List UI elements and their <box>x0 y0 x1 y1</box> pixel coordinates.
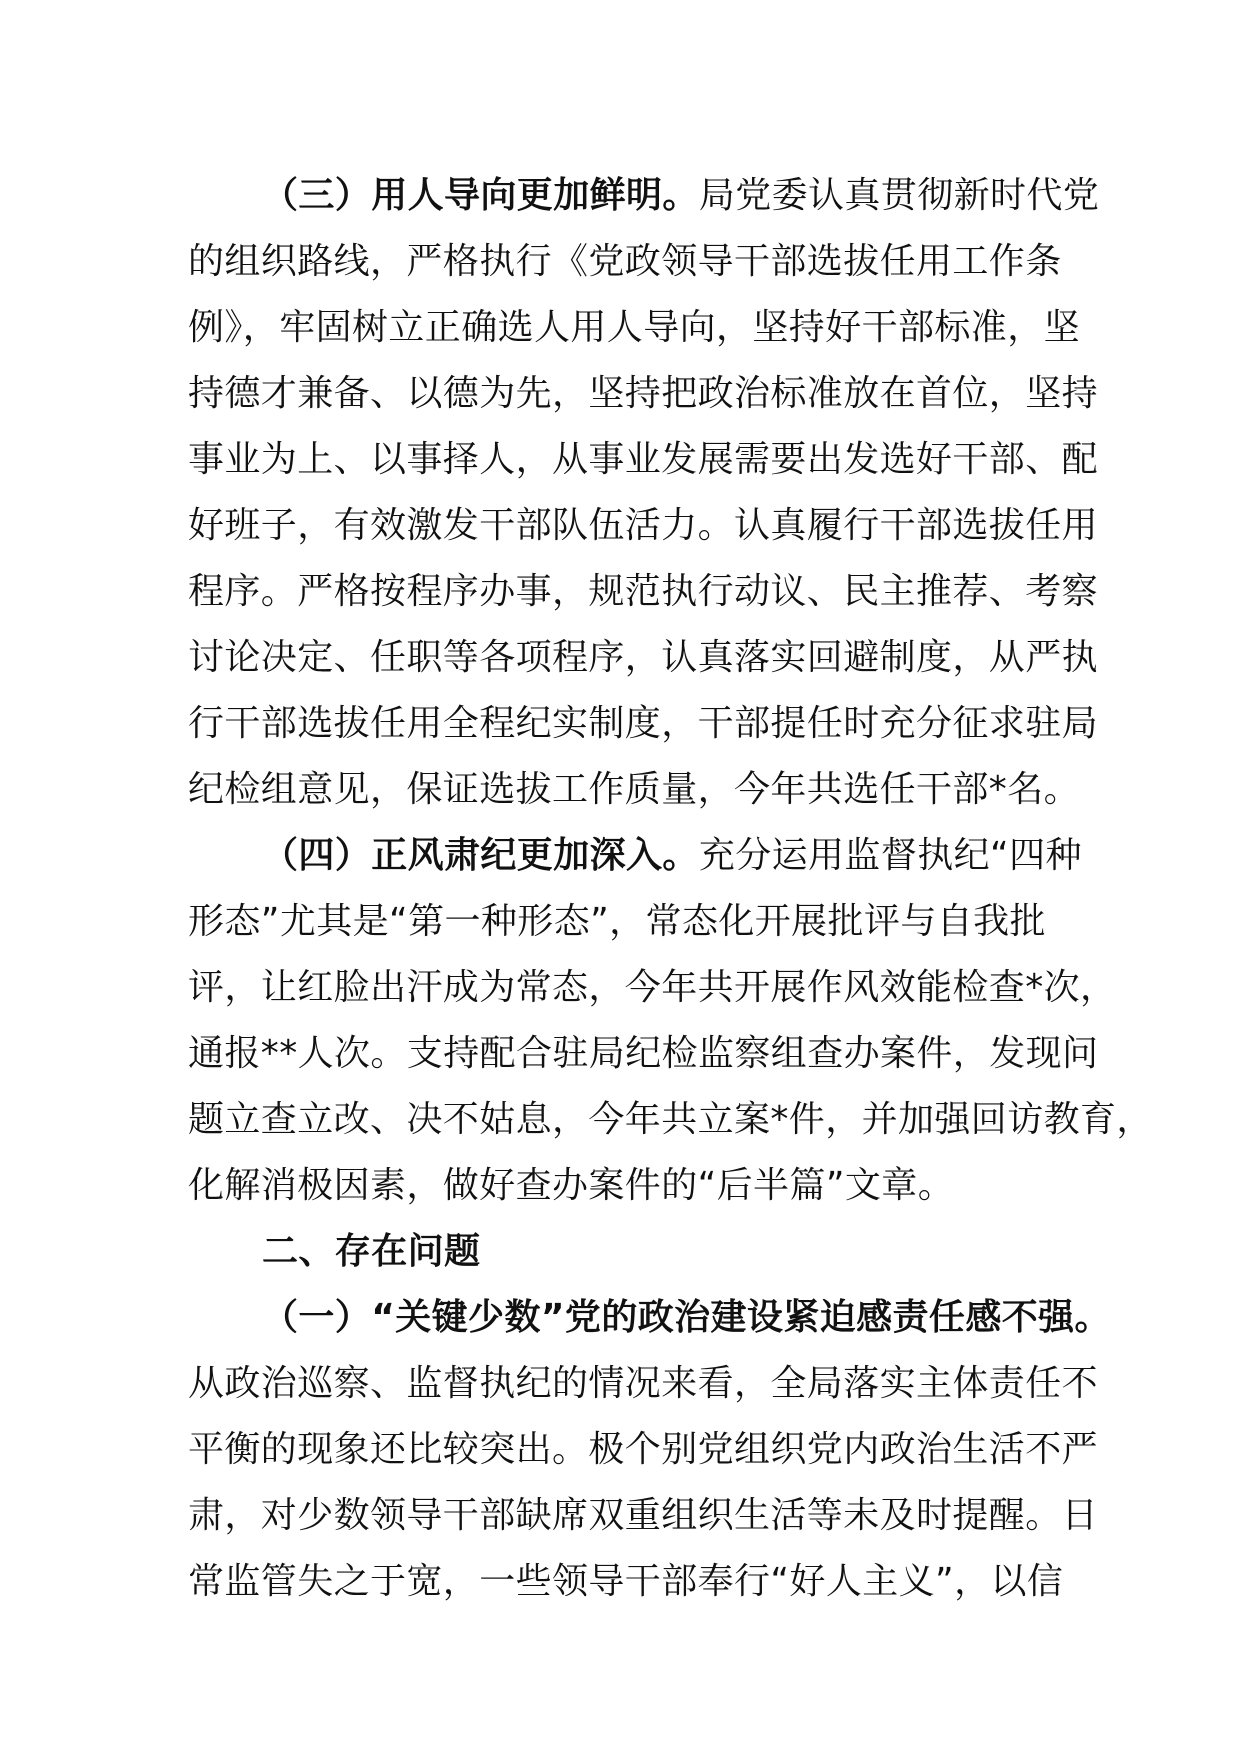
section3-heading: （三）用人导向更加鲜明。 <box>262 175 699 216</box>
section4-first-line-text: 充分运用监督执纪“四种 <box>698 835 1082 876</box>
paragraph-line: 平衡的现象还比较突出。极个别党组织党内政治生活不严 <box>188 1429 1099 1470</box>
paragraph-line: 评，让红脸出汗成为常态，今年共开展作风效能检查*次， <box>188 967 1117 1008</box>
paragraph-line: 化解消极因素，做好查办案件的“后半篇”文章。 <box>188 1165 955 1206</box>
paragraph-line: 肃，对少数领导干部缺席双重组织生活等未及时提醒。日 <box>188 1495 1099 1536</box>
section4-first-line <box>262 826 1082 886</box>
paragraph-line: 好班子，有效激发干部队伍活力。认真履行干部选拔任用 <box>188 505 1099 546</box>
paragraph-line: 事业为上、以事择人，从事业发展需要出发选好干部、配 <box>188 439 1099 480</box>
paragraph-line: 通报**人次。支持配合驻局纪检监察组查办案件，发现问 <box>188 1033 1099 1074</box>
problem1-heading: （一）“关键少数”党的政治建设紧迫感责任感不强。 <box>262 1297 1111 1338</box>
paragraph-line: 行干部选拔任用全程纪实制度，干部提任时充分征求驻局 <box>188 703 1099 744</box>
section3-first-line <box>262 166 1099 226</box>
paragraph-line: 程序。严格按程序办事，规范执行动议、民主推荐、考察 <box>188 571 1099 612</box>
paragraph-line: 的组织路线，严格执行《党政领导干部选拔任用工作条 <box>188 241 1062 282</box>
section3-first-line-text: 局党委认真贯彻新时代党 <box>698 175 1100 216</box>
paragraph-line: 从政治巡察、监督执纪的情况来看，全局落实主体责任不 <box>188 1363 1099 1404</box>
paragraph-line: 纪检组意见，保证选拔工作质量，今年共选任干部*名。 <box>188 769 1081 810</box>
paragraph-line: 持德才兼备、以德为先，坚持把政治标准放在首位，坚持 <box>188 373 1099 414</box>
paragraph-line: 题立查立改、决不姑息，今年共立案*件，并加强回访教育， <box>188 1099 1153 1140</box>
paragraph-line: 常监管失之于宽，一些领导干部奉行“好人主义”，以信 <box>188 1561 1064 1602</box>
paragraph-line: 形态”尤其是“第一种形态”，常态化开展批评与自我批 <box>188 901 1046 942</box>
paragraph-line: 讨论决定、任职等各项程序，认真落实回避制度，从严执 <box>188 637 1099 678</box>
section4-heading: （四）正风肃纪更加深入。 <box>262 835 699 876</box>
part2-heading: 二、存在问题 <box>262 1231 481 1272</box>
paragraph-line: 例》，牢固树立正确选人用人导向，坚持好干部标准，坚 <box>188 307 1081 348</box>
